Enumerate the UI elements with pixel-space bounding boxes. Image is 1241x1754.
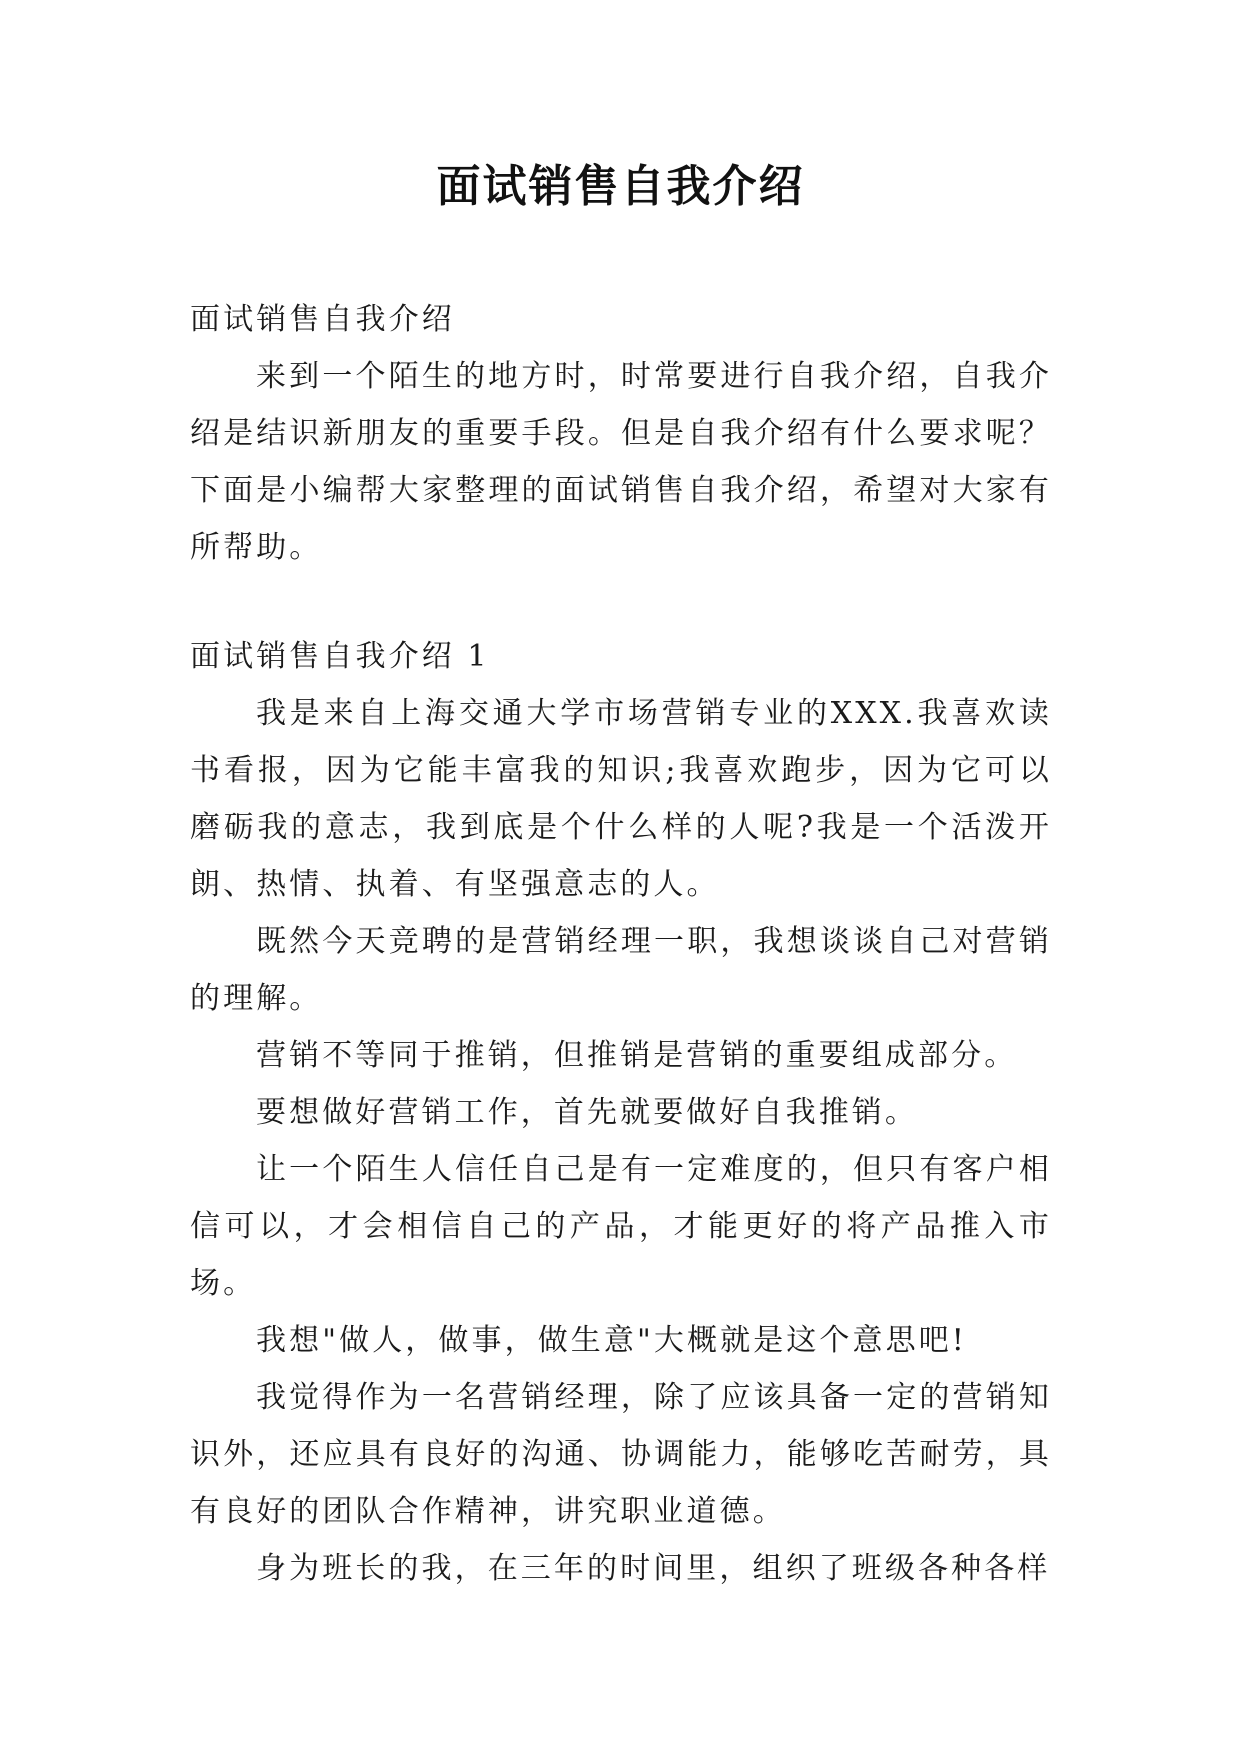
paragraph: 要想做好营销工作，首先就要做好自我推销。 bbox=[256, 1095, 918, 1130]
document-body bbox=[190, 291, 1052, 1597]
document-title: 面试销售自我介绍 bbox=[436, 161, 805, 212]
paragraph: 我是来自上海交通大学市场营销专业的XXX.我喜欢读书看报，因为它能丰富我的知识;我喜欢跑步，因为它可以磨砺我的意志，我到底是个什么样的人呢?我是一个活泼开朗、热情、执着、有坚强意志的人。 bbox=[190, 696, 1052, 902]
paragraph: 身为班长的我，在三年的时间里，组织了班级各种各样 bbox=[256, 1551, 1051, 1586]
paragraph: 既然今天竞聘的是营销经理一职，我想谈谈自己对营销的理解。 bbox=[190, 924, 1052, 1016]
section-heading: 面试销售自我介绍 1 bbox=[190, 639, 490, 674]
section-gap bbox=[190, 576, 1052, 628]
paragraph: 营销不等同于推销，但推销是营销的重要组成部分。 bbox=[256, 1038, 1018, 1073]
intro-paragraph: 来到一个陌生的地方时，时常要进行自我介绍，自我介绍是结识新朋友的重要手段。但是自我介绍有什么要求呢？下面是小编帮大家整理的面试销售自我介绍，希望对大家有所帮助。 bbox=[190, 359, 1052, 565]
paragraph: 我想"做人，做事，做生意"大概就是这个意思吧! bbox=[256, 1323, 967, 1358]
paragraph: 让一个陌生人信任自己是有一定难度的，但只有客户相信可以，才会相信自己的产品，才能更好的将产品推入市场。 bbox=[190, 1152, 1052, 1301]
paragraph: 我觉得作为一名营销经理，除了应该具备一定的营销知识外，还应具有良好的沟通、协调能力，能够吃苦耐劳，具有良好的团队合作精神，讲究职业道德。 bbox=[190, 1380, 1052, 1529]
intro-heading: 面试销售自我介绍 bbox=[190, 302, 455, 337]
